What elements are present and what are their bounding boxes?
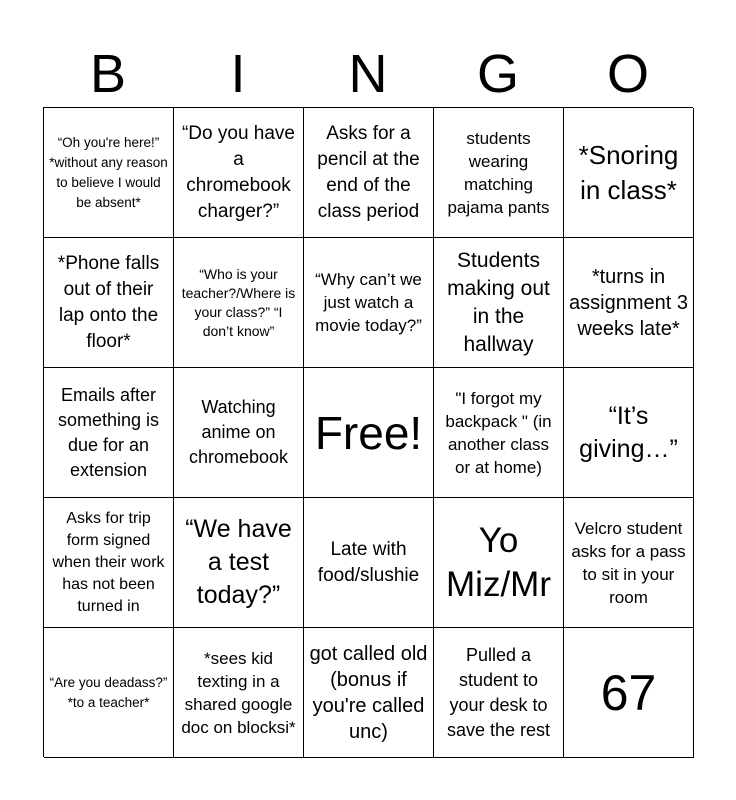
bingo-cell[interactable]: [434, 498, 564, 628]
bingo-cell[interactable]: [434, 628, 564, 758]
bingo-board: [43, 107, 693, 757]
bingo-cell[interactable]: [304, 238, 434, 368]
header-letter-b: B: [89, 44, 127, 104]
cell-text: Asks for a pencil at the end of the class period: [317, 122, 420, 222]
bingo-cell[interactable]: [44, 238, 174, 368]
cell-text: Students making out in the hallway: [447, 248, 550, 356]
cell-text: “Oh you're here!” *without any reason to believe I would be absent*: [49, 134, 168, 210]
header-letter-i: I: [230, 44, 246, 104]
bingo-cell[interactable]: [174, 108, 304, 238]
cell-text: 67: [600, 664, 657, 721]
cell-text: Asks for trip form signed when their work has not been turned in: [52, 509, 165, 615]
cell-text: “Are you deadass?” *to a teacher*: [49, 674, 168, 710]
cell-text: *Phone falls out of their lap onto the floor*: [57, 252, 160, 352]
free-space-cell[interactable]: [304, 368, 434, 498]
bingo-cell[interactable]: [564, 238, 694, 368]
header-letter-n: N: [348, 44, 388, 104]
cell-text: Watching anime on chromebook: [188, 397, 289, 467]
cell-text: “We have a test today?”: [185, 515, 292, 609]
cell-text: Velcro student asks for a pass to sit in your room: [571, 518, 686, 607]
bingo-cell[interactable]: [44, 498, 174, 628]
bingo-cell[interactable]: [564, 368, 694, 498]
bingo-cell[interactable]: [564, 628, 694, 758]
bingo-cell[interactable]: [564, 498, 694, 628]
bingo-cell[interactable]: [434, 368, 564, 498]
cell-text: “Who is your teacher?/Where is your class?” “I don’t know”: [181, 265, 296, 339]
cell-text: “Do you have a chromebook charger?”: [181, 122, 295, 222]
cell-text: got called old (bonus if you're called unc): [309, 642, 428, 743]
header-letter-o: O: [606, 44, 649, 104]
bingo-cell[interactable]: [44, 108, 174, 238]
cell-text: “Why can’t we just watch a movie today?”: [315, 270, 422, 335]
cell-text: *turns in assignment 3 weeks late*: [569, 265, 688, 340]
bingo-cell[interactable]: [304, 108, 434, 238]
bingo-cell[interactable]: [174, 498, 304, 628]
bingo-cell[interactable]: [564, 108, 694, 238]
cell-text: *Snoring in class*: [578, 139, 679, 205]
cell-text: Emails after something is due for an extension: [57, 384, 160, 480]
free-space-text: Free!: [314, 406, 423, 459]
bingo-cell[interactable]: [174, 368, 304, 498]
header-letter-g: G: [476, 44, 519, 104]
bingo-cell[interactable]: [434, 238, 564, 368]
cell-text: Late with food/slushie: [317, 538, 420, 586]
bingo-cell[interactable]: [304, 628, 434, 758]
cell-text: “It’s giving…”: [579, 401, 678, 463]
bingo-cell[interactable]: [44, 368, 174, 498]
cell-text: *sees kid texting in a shared google doc on blocksi*: [181, 648, 296, 737]
cell-text: students wearing matching pajama pants: [447, 128, 550, 217]
bingo-header: [43, 42, 693, 106]
cell-text: Yo Miz/Mr: [446, 520, 551, 604]
bingo-cell[interactable]: [174, 628, 304, 758]
cell-text: Pulled a student to your desk to save the rest: [446, 644, 551, 740]
bingo-cell[interactable]: [174, 238, 304, 368]
cell-text: "I forgot my backpack " (in another class or at home): [445, 388, 552, 477]
bingo-cell[interactable]: [44, 628, 174, 758]
bingo-cell[interactable]: [434, 108, 564, 238]
bingo-cell[interactable]: [304, 498, 434, 628]
